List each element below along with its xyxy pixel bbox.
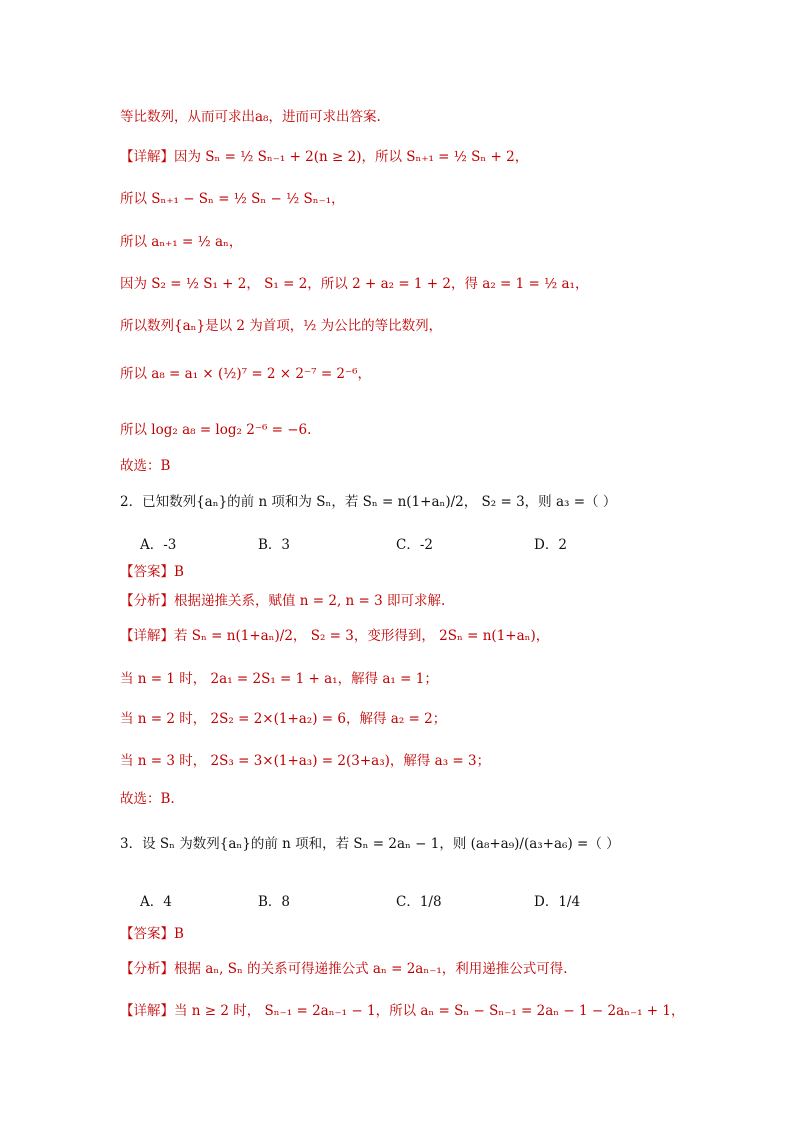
q3-option-a: A．4 bbox=[140, 894, 172, 910]
intro-line: 等比数列，从而可求出a₈，进而可求出答案. bbox=[120, 109, 381, 125]
detail-line-7: 所以 log₂ a₈ = log₂ 2⁻⁶ = −6. bbox=[120, 422, 312, 438]
q2-option-d: D．2 bbox=[534, 537, 567, 553]
question-2: 2．已知数列{aₙ}的前 n 项和为 Sₙ，若 Sₙ = n(1+aₙ)/2， S₂ = 3，则 a₃ =（ ） bbox=[120, 494, 617, 510]
q2-detail-4: 当 n = 3 时， 2S₃ = 3×(1+a₃) = 2(3+a₃)，解得 a₃ = 3； bbox=[120, 753, 491, 769]
detail-line-5: 所以数列{aₙ}是以 2 为首项，½ 为公比的等比数列， bbox=[120, 318, 443, 334]
q3-option-b: B．8 bbox=[258, 894, 291, 910]
q3-answer: 【答案】B bbox=[120, 926, 184, 942]
q2-analysis: 【分析】根据递推关系，赋值 n = 2, n = 3 即可求解. bbox=[120, 593, 446, 609]
detail-line-2: 所以 Sₙ₊₁ − Sₙ = ½ Sₙ − ½ Sₙ₋₁， bbox=[120, 191, 345, 207]
detail-line-4: 因为 S₂ = ½ S₁ + 2， S₁ = 2，所以 2 + a₂ = 1 + 2，得 a₂ = 1 = ½ a₁， bbox=[120, 276, 589, 292]
q2-detail-3: 当 n = 2 时， 2S₂ = 2×(1+a₂) = 6，解得 a₂ = 2； bbox=[120, 711, 447, 727]
q3-analysis: 【分析】根据 aₙ, Sₙ 的关系可得递推公式 aₙ = 2aₙ₋₁，利用递推公式可得. bbox=[120, 961, 568, 977]
q2-option-b: B．3 bbox=[258, 537, 291, 553]
q2-option-c: C．-2 bbox=[396, 537, 433, 553]
q2-answer: 【答案】B bbox=[120, 564, 184, 580]
detail-line-6: 所以 a₈ = a₁ × (½)⁷ = 2 × 2⁻⁷ = 2⁻⁶， bbox=[120, 366, 372, 382]
answer-choice-1: 故选：B bbox=[120, 458, 171, 474]
detail-line-3: 所以 aₙ₊₁ = ½ aₙ， bbox=[120, 234, 243, 250]
q3-option-c: C．1/8 bbox=[396, 894, 442, 910]
q2-detail-1: 【详解】若 Sₙ = n(1+aₙ)/2， S₂ = 3，变形得到， 2Sₙ = n(1+aₙ)， bbox=[120, 628, 550, 644]
q2-detail-2: 当 n = 1 时， 2a₁ = 2S₁ = 1 + a₁，解得 a₁ = 1； bbox=[120, 671, 438, 687]
detail-line-1: 【详解】因为 Sₙ = ½ Sₙ₋₁ + 2(n ≥ 2)，所以 Sₙ₊₁ = ½ Sₙ + 2， bbox=[120, 149, 529, 165]
question-3: 3．设 Sₙ 为数列{aₙ}的前 n 项和，若 Sₙ = 2aₙ − 1，则 (a₈+a₉)/(a₃+a₆) =（ ） bbox=[120, 836, 620, 852]
q3-detail-1: 【详解】当 n ≥ 2 时， Sₙ₋₁ = 2aₙ₋₁ − 1，所以 aₙ = Sₙ − Sₙ₋₁ = 2aₙ − 1 − 2aₙ₋₁ + 1， bbox=[120, 1003, 685, 1019]
q2-choice: 故选：B. bbox=[120, 791, 175, 807]
q3-option-d: D．1/4 bbox=[534, 894, 581, 910]
q2-option-a: A．-3 bbox=[140, 537, 177, 553]
